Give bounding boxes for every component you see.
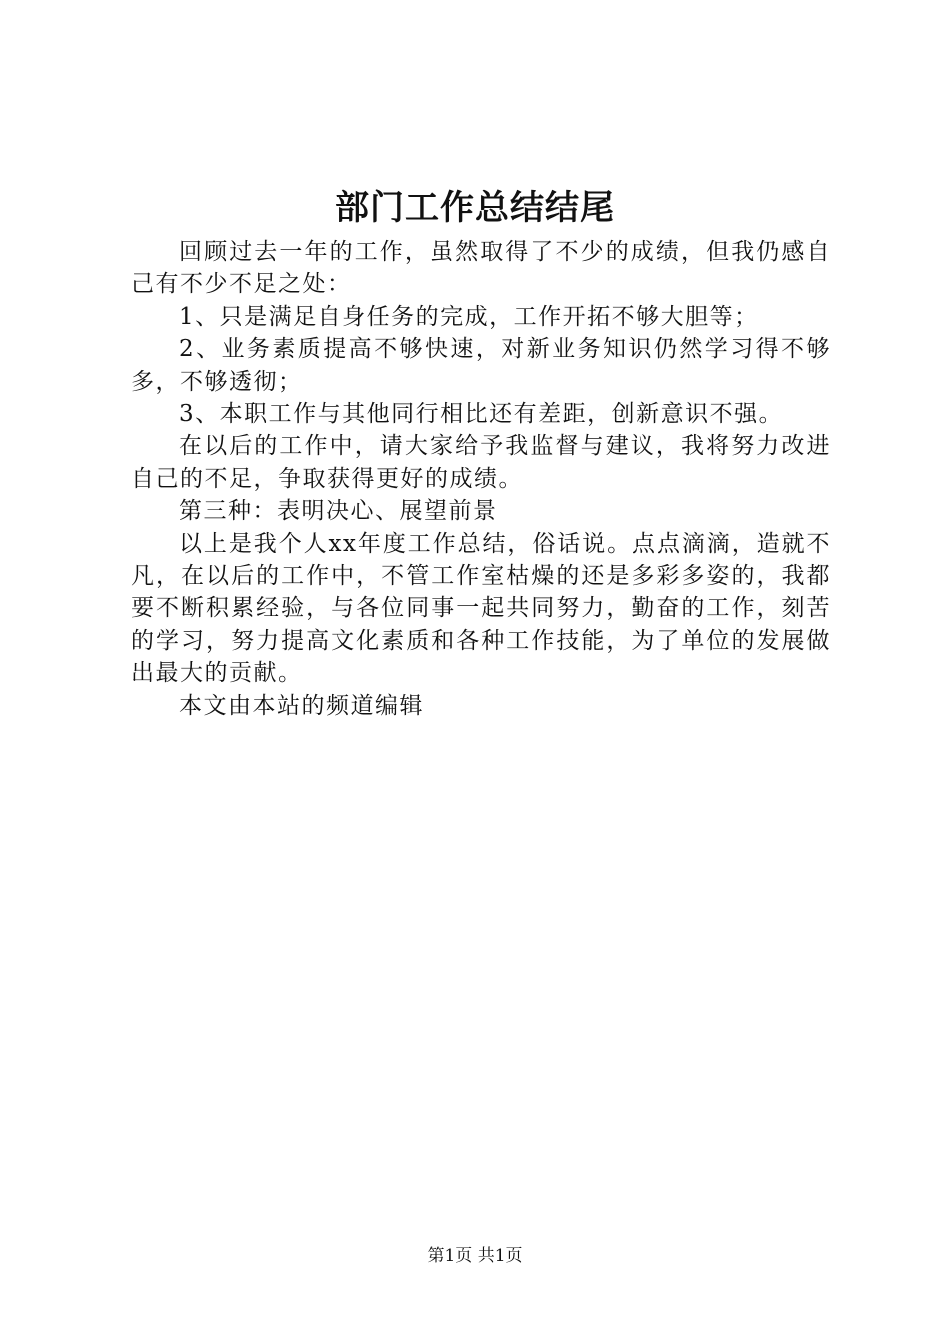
document-title: 部门工作总结结尾 (335, 188, 615, 228)
paragraph-summary: 以上是我个人xx年度工作总结，俗话说。点点滴滴，造就不凡，在以后的工作中，不管工作室枯燥的还是多彩多姿的，我都要不断积累经验，与各位同事一起共同努力，勤奋的工作，刻苦的学习，努力提高文化素质和各种工作技能，为了单位的发展做出最大的贡献。 (131, 530, 831, 687)
page-footer: 第1页 共1页 (427, 1246, 523, 1266)
paragraph-future: 在以后的工作中，请大家给予我监督与建议，我将努力改进自己的不足，争取获得更好的成绩。 (131, 433, 831, 492)
paragraph-item-2: 2、业务素质提高不够快速，对新业务知识仍然学习得不够多，不够透彻； (131, 336, 831, 395)
paragraph-item-3: 3、本职工作与其他同行相比还有差距，创新意识不强。 (179, 401, 784, 428)
paragraph-intro: 回顾过去一年的工作，虽然取得了不少的成绩，但我仍感自己有不少不足之处： (131, 239, 831, 298)
paragraph-section-heading: 第三种：表明决心、展望前景 (179, 498, 498, 525)
paragraph-editor-note: 本文由本站的频道编辑 (179, 692, 424, 719)
document-body (131, 236, 831, 722)
paragraph-item-1: 1、只是满足自身任务的完成，工作开拓不够大胆等； (179, 303, 759, 330)
